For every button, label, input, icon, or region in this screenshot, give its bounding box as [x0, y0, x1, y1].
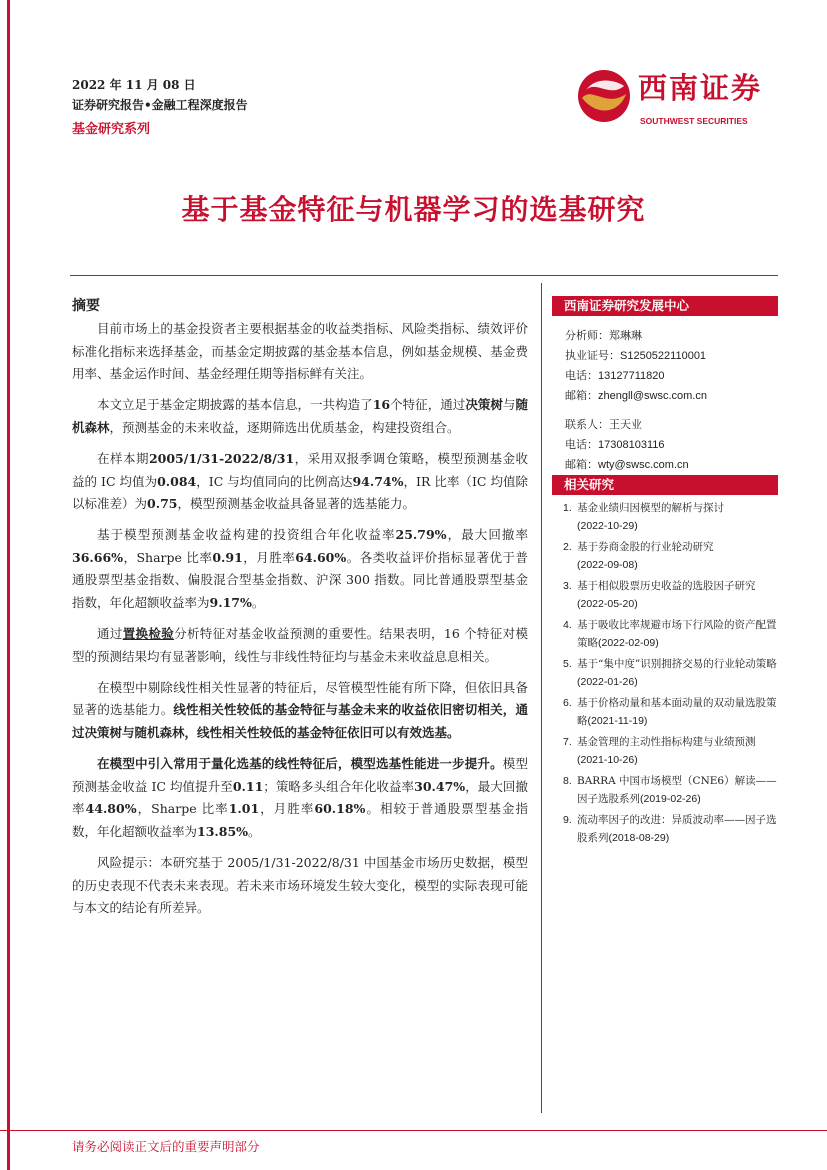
related-item[interactable]: 3. 基于相似股票历史收益的选股因子研究 (2022-05-20) — [563, 580, 756, 610]
research-center-title: 西南证券研究发展中心 — [552, 296, 778, 316]
report-date: 2022 年 11 月 08 日 — [72, 78, 196, 92]
abstract-heading: 摘要 — [72, 298, 100, 314]
report-type: 证券研究报告•金融工程深度报告 — [72, 98, 248, 112]
company-logo — [576, 66, 776, 130]
analyst-row: 分析师：郑琳琳 — [565, 329, 642, 342]
abstract-body — [72, 318, 528, 928]
related-item[interactable]: 4. 基于吸收比率规避市场下行风险的资产配置策略(2022-02-09) — [563, 619, 777, 649]
related-item[interactable]: 9. 流动率因子的改进：异质波动率——因子选股系列(2018-08-29) — [563, 814, 777, 844]
abstract-paragraph-3: 在样本期2005/1/31-2022/8/31，采用双报季调仓策略，模型预测基金收益的 IC 均值为0.084，IC 与均值同向的比例高达94.74%，IR 比率（IC 均值除以标准差）为0.75，模型预测基金收益具备显著的选基能力。 — [72, 450, 528, 512]
abstract-paragraph-5: 通过置换检验分析特征对基金收益预测的重要性。结果表明，16 个特征对模型的预测结果均有显著影响，线性与非线性特征均与基金未来收益息息相关。 — [72, 626, 528, 664]
contact-row: 联系人：王天业 — [565, 418, 642, 431]
column-divider — [541, 283, 542, 1113]
report-series: 基金研究系列 — [72, 122, 151, 137]
logo-name-cn: 西南证券 — [638, 71, 763, 105]
abstract-paragraph-4: 基于模型预测基金收益构建的投资组合年化收益率25.79%，最大回撤率36.66%，Sharpe 比率0.91，月胜率64.60%。各类收益评价指标显著优于普通股票型基金指数、偏股混合型基金指数、沪深 300 指数。同比普通股票型基金指数，年化超额收益率为9.17%。 — [72, 527, 528, 611]
contact-email-row: 邮箱：wty@swsc.com.cn — [565, 458, 689, 471]
logo-emblem-icon — [576, 68, 632, 124]
footer-divider — [0, 1130, 827, 1131]
related-item[interactable]: 7. 基金管理的主动性指标构建与业绩预测 (2021-10-26) — [563, 736, 756, 766]
related-item[interactable]: 1. 基金业绩归因模型的解析与探讨 (2022-10-29) — [563, 502, 724, 532]
left-accent-bar — [7, 0, 10, 1170]
logo-name-en: SOUTHWEST SECURITIES — [640, 116, 748, 126]
contact-phone: 17308103116 — [598, 439, 665, 451]
related-research-list — [563, 500, 778, 851]
related-research-title: 相关研究 — [552, 475, 778, 495]
abstract-paragraph-7: 在模型中引入常用于量化选基的线性特征后，模型选基性能进一步提升。模型预测基金收益 IC 均值提升至0.11；策略多头组合年化收益率30.47%，最大回撤率44.80%，Sharpe 比率1.01，月胜率60.18%。相较于普通股票型基金指数，年化超额收益率为13.85%。 — [72, 756, 528, 839]
analyst-phone-row: 电话：13127711820 — [565, 369, 665, 382]
analyst-name: 郑琳琳 — [609, 329, 642, 342]
abstract-paragraph-6: 在模型中剔除线性相关性显著的特征后，尽管模型性能有所下降，但依旧具备显著的选基能力。线性相关性较低的基金特征与基金未来的收益依旧密切相关，通过决策树与随机森林，线性相关性较低的基金特征依旧可以有效选基。 — [72, 679, 528, 740]
contact-name: 王天业 — [609, 418, 642, 431]
license-row: 执业证号：S1250522110001 — [565, 349, 707, 362]
footer-disclaimer: 请务必阅读正文后的重要声明部分 — [72, 1139, 260, 1154]
page-title: 基于基金特征与机器学习的选基研究 — [181, 193, 646, 226]
abstract-paragraph-1: 目前市场上的基金投资者主要根据基金的收益类指标、风险类指标、绩效评价标准化指标来选择基金，而基金定期披露的基金基本信息，例如基金规模、基金费用率、基金运作时间、基金经理任期等指标鲜有关注。 — [72, 321, 528, 382]
contact-phone-row: 电话：17308103116 — [565, 438, 665, 451]
abstract-paragraph-2: 本文立足于基金定期披露的基本信息，一共构造了16个特征，通过决策树与随机森林，预测基金的未来收益，逐期筛选出优质基金，构建投资组合。 — [72, 397, 528, 435]
license-number: S1250522110001 — [620, 350, 707, 362]
analyst-email[interactable]: zhengll@swsc.com.cn — [598, 390, 707, 402]
analyst-phone: 13127711820 — [598, 370, 665, 382]
related-item[interactable]: 2. 基于券商金股的行业轮动研究 (2022-09-08) — [563, 541, 714, 571]
risk-warning: 风险提示：本研究基于 2005/1/31-2022/8/31 中国基金市场历史数据，模型的历史表现不代表未来表现。若未来市场环境发生较大变化，模型的实际表现可能与本文的结论有所差异。 — [72, 854, 528, 916]
related-item[interactable]: 8. BARRA 中国市场模型（CNE6）解读——因子选股系列(2019-02-26) — [563, 775, 777, 805]
analyst-email-row: 邮箱：zhengll@swsc.com.cn — [565, 389, 707, 402]
related-item[interactable]: 5. 基于“集中度”识别拥挤交易的行业轮动策略(2022-01-26) — [563, 658, 777, 688]
contact-info — [565, 326, 780, 475]
contact-email[interactable]: wty@swsc.com.cn — [598, 459, 689, 471]
related-item[interactable]: 6. 基于价格动量和基本面动量的双动量选股策略(2021-11-19) — [563, 697, 777, 727]
title-divider — [70, 275, 778, 276]
